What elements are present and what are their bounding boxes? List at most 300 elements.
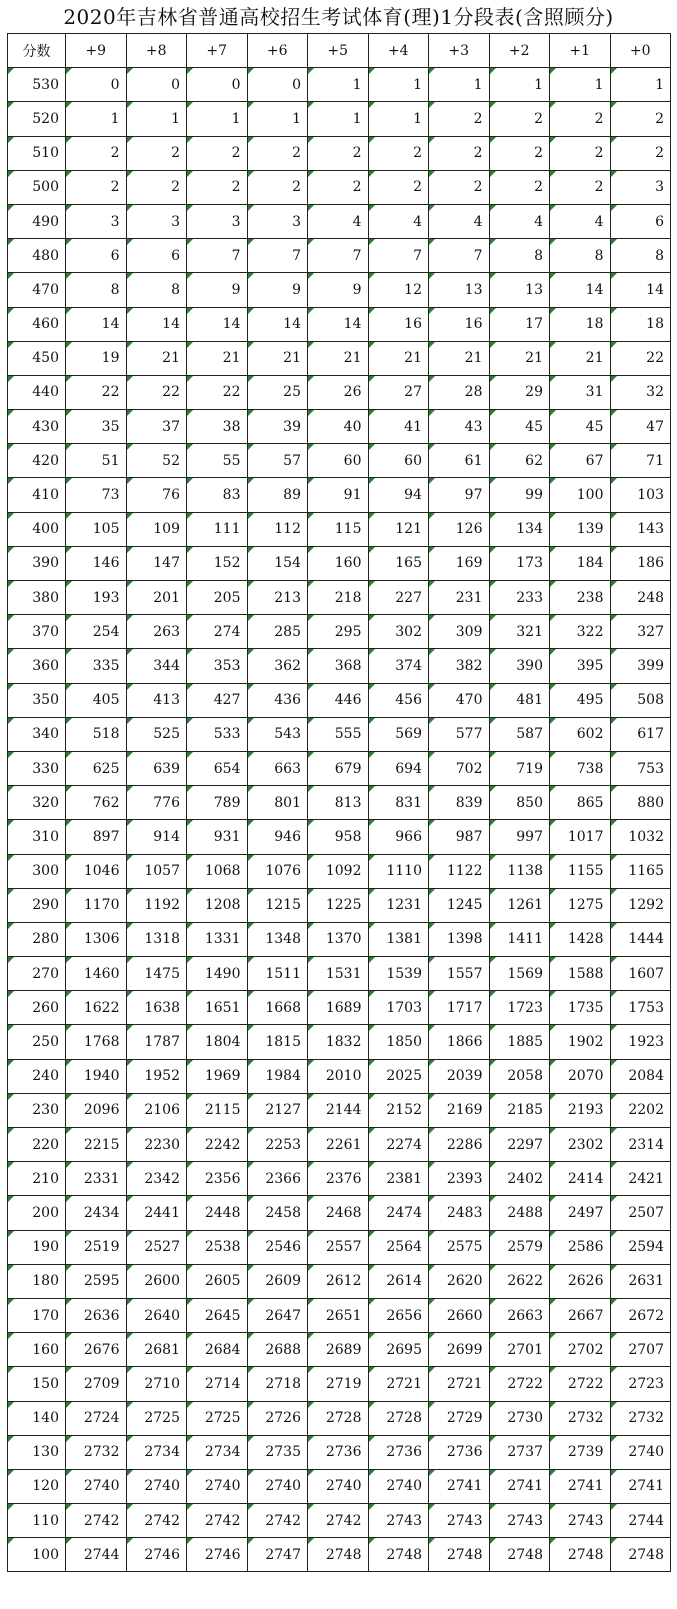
count-cell: 9: [308, 273, 369, 307]
count-cell: 322: [550, 615, 611, 649]
score-cell: 350: [8, 683, 66, 717]
table-row: [8, 1538, 671, 1572]
table-row: [8, 341, 671, 375]
count-cell: 897: [66, 820, 127, 854]
count-cell: 2546: [247, 1230, 308, 1264]
count-cell: 2: [66, 170, 127, 204]
count-cell: 2622: [489, 1264, 550, 1298]
count-cell: 2414: [550, 1162, 611, 1196]
count-cell: 99: [489, 478, 550, 512]
count-cell: 31: [550, 375, 611, 409]
count-cell: 1815: [247, 1025, 308, 1059]
count-cell: 639: [126, 751, 187, 785]
count-cell: 7: [368, 239, 429, 273]
count-cell: 2725: [126, 1401, 187, 1435]
count-cell: 2: [429, 136, 490, 170]
count-cell: 21: [368, 341, 429, 375]
count-cell: 309: [429, 615, 490, 649]
count-cell: 126: [429, 512, 490, 546]
table-row: [8, 683, 671, 717]
count-cell: 1245: [429, 888, 490, 922]
count-cell: 2594: [610, 1230, 671, 1264]
score-cell: 450: [8, 341, 66, 375]
count-cell: 353: [187, 649, 248, 683]
count-cell: 28: [429, 375, 490, 409]
count-cell: 2: [550, 136, 611, 170]
count-cell: 205: [187, 581, 248, 615]
count-cell: 1787: [126, 1025, 187, 1059]
count-cell: 1017: [550, 820, 611, 854]
count-cell: 1588: [550, 957, 611, 991]
count-cell: 1: [610, 68, 671, 102]
count-cell: 37: [126, 410, 187, 444]
count-cell: 2681: [126, 1333, 187, 1367]
count-cell: 405: [66, 683, 127, 717]
count-cell: 2748: [610, 1538, 671, 1572]
count-cell: 17: [489, 307, 550, 341]
score-cell: 120: [8, 1469, 66, 1503]
count-cell: 13: [489, 273, 550, 307]
count-cell: 1607: [610, 957, 671, 991]
count-cell: 1057: [126, 854, 187, 888]
count-cell: 719: [489, 751, 550, 785]
count-cell: 776: [126, 786, 187, 820]
count-cell: 8: [610, 239, 671, 273]
count-cell: 3: [187, 204, 248, 238]
score-cell: 180: [8, 1264, 66, 1298]
count-cell: 285: [247, 615, 308, 649]
score-cell: 380: [8, 581, 66, 615]
count-cell: 2741: [489, 1469, 550, 1503]
score-cell: 130: [8, 1435, 66, 1469]
count-cell: 57: [247, 444, 308, 478]
count-cell: 2106: [126, 1093, 187, 1127]
count-cell: 427: [187, 683, 248, 717]
count-cell: 231: [429, 581, 490, 615]
count-cell: 2688: [247, 1333, 308, 1367]
count-cell: 1885: [489, 1025, 550, 1059]
count-cell: 335: [66, 649, 127, 683]
count-cell: 2676: [66, 1333, 127, 1367]
count-cell: 1557: [429, 957, 490, 991]
table-row: [8, 888, 671, 922]
count-cell: 481: [489, 683, 550, 717]
score-cell: 220: [8, 1128, 66, 1162]
count-cell: 2721: [368, 1367, 429, 1401]
count-cell: 679: [308, 751, 369, 785]
count-cell: 2741: [610, 1469, 671, 1503]
count-cell: 184: [550, 546, 611, 580]
count-cell: 2342: [126, 1162, 187, 1196]
count-cell: 2736: [429, 1435, 490, 1469]
count-cell: 931: [187, 820, 248, 854]
count-cell: 1411: [489, 922, 550, 956]
count-cell: 2286: [429, 1128, 490, 1162]
count-cell: 2748: [429, 1538, 490, 1572]
count-cell: 1: [247, 102, 308, 136]
count-cell: 1292: [610, 888, 671, 922]
count-cell: 390: [489, 649, 550, 683]
count-cell: 1370: [308, 922, 369, 956]
count-cell: 2025: [368, 1059, 429, 1093]
score-cell: 100: [8, 1538, 66, 1572]
count-cell: 109: [126, 512, 187, 546]
count-cell: 41: [368, 410, 429, 444]
count-cell: 2376: [308, 1162, 369, 1196]
count-cell: 2667: [550, 1298, 611, 1332]
count-cell: 2740: [66, 1469, 127, 1503]
count-cell: 508: [610, 683, 671, 717]
score-cell: 500: [8, 170, 66, 204]
score-cell: 340: [8, 717, 66, 751]
count-cell: 2331: [66, 1162, 127, 1196]
count-cell: 2242: [187, 1128, 248, 1162]
count-cell: 1984: [247, 1059, 308, 1093]
count-cell: 2732: [610, 1401, 671, 1435]
count-cell: 2421: [610, 1162, 671, 1196]
count-cell: 2701: [489, 1333, 550, 1367]
count-cell: 587: [489, 717, 550, 751]
column-header-offset: +2: [489, 34, 550, 68]
score-cell: 320: [8, 786, 66, 820]
score-cell: 270: [8, 957, 66, 991]
count-cell: 2710: [126, 1367, 187, 1401]
count-cell: 2356: [187, 1162, 248, 1196]
table-row: [8, 273, 671, 307]
count-cell: 7: [429, 239, 490, 273]
count-cell: 2702: [550, 1333, 611, 1367]
table-row: [8, 649, 671, 683]
count-cell: 0: [66, 68, 127, 102]
count-cell: 61: [429, 444, 490, 478]
score-cell: 480: [8, 239, 66, 273]
count-cell: 958: [308, 820, 369, 854]
count-cell: 14: [247, 307, 308, 341]
count-cell: 3: [126, 204, 187, 238]
count-cell: 4: [550, 204, 611, 238]
count-cell: 112: [247, 512, 308, 546]
count-cell: 94: [368, 478, 429, 512]
count-cell: 2253: [247, 1128, 308, 1162]
count-cell: 555: [308, 717, 369, 751]
count-cell: 38: [187, 410, 248, 444]
count-cell: 2: [429, 102, 490, 136]
count-cell: 1651: [187, 991, 248, 1025]
count-cell: 2723: [610, 1367, 671, 1401]
count-cell: 2684: [187, 1333, 248, 1367]
count-cell: 2058: [489, 1059, 550, 1093]
count-cell: 382: [429, 649, 490, 683]
column-header-offset: +8: [126, 34, 187, 68]
score-cell: 140: [8, 1401, 66, 1435]
count-cell: 2719: [308, 1367, 369, 1401]
table-row: [8, 957, 671, 991]
count-cell: 139: [550, 512, 611, 546]
count-cell: 602: [550, 717, 611, 751]
count-cell: 2564: [368, 1230, 429, 1264]
count-cell: 543: [247, 717, 308, 751]
count-cell: 1511: [247, 957, 308, 991]
table-row: [8, 615, 671, 649]
table-row: [8, 1367, 671, 1401]
count-cell: 2488: [489, 1196, 550, 1230]
count-cell: 89: [247, 478, 308, 512]
count-cell: 1428: [550, 922, 611, 956]
count-cell: 966: [368, 820, 429, 854]
count-cell: 2600: [126, 1264, 187, 1298]
table-row: [8, 581, 671, 615]
count-cell: 2070: [550, 1059, 611, 1093]
count-cell: 1622: [66, 991, 127, 1025]
count-cell: 470: [429, 683, 490, 717]
score-cell: 300: [8, 854, 66, 888]
table-row: [8, 1128, 671, 1162]
count-cell: 946: [247, 820, 308, 854]
count-cell: 2152: [368, 1093, 429, 1127]
table-row: [8, 786, 671, 820]
count-cell: 147: [126, 546, 187, 580]
score-cell: 410: [8, 478, 66, 512]
score-cell: 230: [8, 1093, 66, 1127]
count-cell: 518: [66, 717, 127, 751]
count-cell: 2722: [550, 1367, 611, 1401]
count-cell: 2507: [610, 1196, 671, 1230]
score-cell: 400: [8, 512, 66, 546]
count-cell: 35: [66, 410, 127, 444]
count-cell: 2612: [308, 1264, 369, 1298]
count-cell: 2740: [187, 1469, 248, 1503]
count-cell: 295: [308, 615, 369, 649]
count-cell: 1170: [66, 888, 127, 922]
count-cell: 2169: [429, 1093, 490, 1127]
count-cell: 233: [489, 581, 550, 615]
count-cell: 850: [489, 786, 550, 820]
count-cell: 577: [429, 717, 490, 751]
count-cell: 8: [489, 239, 550, 273]
count-cell: 2651: [308, 1298, 369, 1332]
score-cell: 520: [8, 102, 66, 136]
count-cell: 2039: [429, 1059, 490, 1093]
count-cell: 2261: [308, 1128, 369, 1162]
count-cell: 2626: [550, 1264, 611, 1298]
count-cell: 2: [489, 102, 550, 136]
count-cell: 2393: [429, 1162, 490, 1196]
count-cell: 1475: [126, 957, 187, 991]
table-row: [8, 239, 671, 273]
count-cell: 1165: [610, 854, 671, 888]
count-cell: 2: [247, 170, 308, 204]
count-cell: 2468: [308, 1196, 369, 1230]
count-cell: 4: [368, 204, 429, 238]
count-cell: 2366: [247, 1162, 308, 1196]
count-cell: 625: [66, 751, 127, 785]
count-cell: 2: [187, 136, 248, 170]
count-cell: 1490: [187, 957, 248, 991]
count-cell: 2: [308, 170, 369, 204]
count-cell: 1046: [66, 854, 127, 888]
count-cell: 1: [126, 102, 187, 136]
table-row: [8, 820, 671, 854]
count-cell: 2729: [429, 1401, 490, 1435]
count-cell: 2660: [429, 1298, 490, 1332]
count-cell: 29: [489, 375, 550, 409]
count-cell: 14: [126, 307, 187, 341]
column-header-offset: +4: [368, 34, 429, 68]
count-cell: 880: [610, 786, 671, 820]
count-cell: 2728: [308, 1401, 369, 1435]
count-cell: 2586: [550, 1230, 611, 1264]
count-cell: 115: [308, 512, 369, 546]
count-cell: 2185: [489, 1093, 550, 1127]
count-cell: 2740: [247, 1469, 308, 1503]
count-cell: 2527: [126, 1230, 187, 1264]
count-cell: 1192: [126, 888, 187, 922]
count-cell: 2746: [187, 1538, 248, 1572]
count-cell: 1: [489, 68, 550, 102]
count-cell: 302: [368, 615, 429, 649]
count-cell: 2215: [66, 1128, 127, 1162]
count-cell: 227: [368, 581, 429, 615]
count-cell: 399: [610, 649, 671, 683]
count-cell: 169: [429, 546, 490, 580]
count-cell: 2483: [429, 1196, 490, 1230]
count-cell: 4: [308, 204, 369, 238]
count-cell: 762: [66, 786, 127, 820]
count-cell: 1331: [187, 922, 248, 956]
count-cell: 4: [489, 204, 550, 238]
count-cell: 2519: [66, 1230, 127, 1264]
table-row: [8, 1435, 671, 1469]
count-cell: 52: [126, 444, 187, 478]
count-cell: 3: [66, 204, 127, 238]
count-cell: 1215: [247, 888, 308, 922]
count-cell: 22: [126, 375, 187, 409]
count-cell: 2538: [187, 1230, 248, 1264]
count-cell: 2740: [610, 1435, 671, 1469]
count-cell: 1668: [247, 991, 308, 1025]
table-row: [8, 1298, 671, 1332]
count-cell: 321: [489, 615, 550, 649]
score-cell: 430: [8, 410, 66, 444]
table-row: [8, 204, 671, 238]
count-cell: 1768: [66, 1025, 127, 1059]
count-cell: 1444: [610, 922, 671, 956]
count-cell: 21: [308, 341, 369, 375]
score-cell: 150: [8, 1367, 66, 1401]
count-cell: 186: [610, 546, 671, 580]
count-cell: 26: [308, 375, 369, 409]
score-cell: 330: [8, 751, 66, 785]
count-cell: 1398: [429, 922, 490, 956]
count-cell: 2115: [187, 1093, 248, 1127]
count-cell: 2748: [308, 1538, 369, 1572]
count-cell: 2193: [550, 1093, 611, 1127]
count-cell: 3: [610, 170, 671, 204]
table-row: [8, 1230, 671, 1264]
count-cell: 2: [429, 170, 490, 204]
table-row: [8, 478, 671, 512]
count-cell: 2474: [368, 1196, 429, 1230]
count-cell: 154: [247, 546, 308, 580]
count-cell: 1122: [429, 854, 490, 888]
count-cell: 2743: [368, 1504, 429, 1538]
count-cell: 1: [429, 68, 490, 102]
count-cell: 2: [126, 136, 187, 170]
table-row: [8, 1162, 671, 1196]
count-cell: 76: [126, 478, 187, 512]
count-cell: 1: [308, 68, 369, 102]
count-cell: 9: [247, 273, 308, 307]
count-cell: 6: [610, 204, 671, 238]
count-cell: 21: [489, 341, 550, 375]
count-cell: 2739: [550, 1435, 611, 1469]
count-cell: 2746: [126, 1538, 187, 1572]
count-cell: 2645: [187, 1298, 248, 1332]
count-cell: 2441: [126, 1196, 187, 1230]
score-cell: 530: [8, 68, 66, 102]
count-cell: 1: [368, 102, 429, 136]
table-header-row: [8, 34, 671, 68]
count-cell: 2740: [126, 1469, 187, 1503]
table-row: [8, 68, 671, 102]
count-cell: 2: [66, 136, 127, 170]
count-cell: 2605: [187, 1264, 248, 1298]
count-cell: 2: [247, 136, 308, 170]
count-cell: 2575: [429, 1230, 490, 1264]
score-cell: 420: [8, 444, 66, 478]
table-row: [8, 751, 671, 785]
count-cell: 2614: [368, 1264, 429, 1298]
table-row: [8, 1059, 671, 1093]
score-cell: 310: [8, 820, 66, 854]
count-cell: 25: [247, 375, 308, 409]
count-cell: 2744: [610, 1504, 671, 1538]
count-cell: 7: [247, 239, 308, 273]
count-cell: 1: [308, 102, 369, 136]
count-cell: 1: [187, 102, 248, 136]
count-cell: 801: [247, 786, 308, 820]
count-cell: 1531: [308, 957, 369, 991]
count-cell: 238: [550, 581, 611, 615]
count-cell: 8: [66, 273, 127, 307]
score-cell: 160: [8, 1333, 66, 1367]
count-cell: 7: [187, 239, 248, 273]
count-cell: 2434: [66, 1196, 127, 1230]
count-cell: 2742: [126, 1504, 187, 1538]
count-cell: 1275: [550, 888, 611, 922]
count-cell: 2732: [66, 1435, 127, 1469]
count-cell: 813: [308, 786, 369, 820]
count-cell: 2736: [308, 1435, 369, 1469]
count-cell: 111: [187, 512, 248, 546]
count-cell: 2743: [489, 1504, 550, 1538]
count-cell: 2742: [66, 1504, 127, 1538]
count-cell: 2714: [187, 1367, 248, 1401]
score-cell: 210: [8, 1162, 66, 1196]
table-row: [8, 307, 671, 341]
count-cell: 413: [126, 683, 187, 717]
count-cell: 27: [368, 375, 429, 409]
count-cell: 0: [126, 68, 187, 102]
count-cell: 18: [550, 307, 611, 341]
count-cell: 2689: [308, 1333, 369, 1367]
count-cell: 0: [247, 68, 308, 102]
count-cell: 2096: [66, 1093, 127, 1127]
count-cell: 263: [126, 615, 187, 649]
count-cell: 2609: [247, 1264, 308, 1298]
table-row: [8, 1504, 671, 1538]
score-cell: 370: [8, 615, 66, 649]
